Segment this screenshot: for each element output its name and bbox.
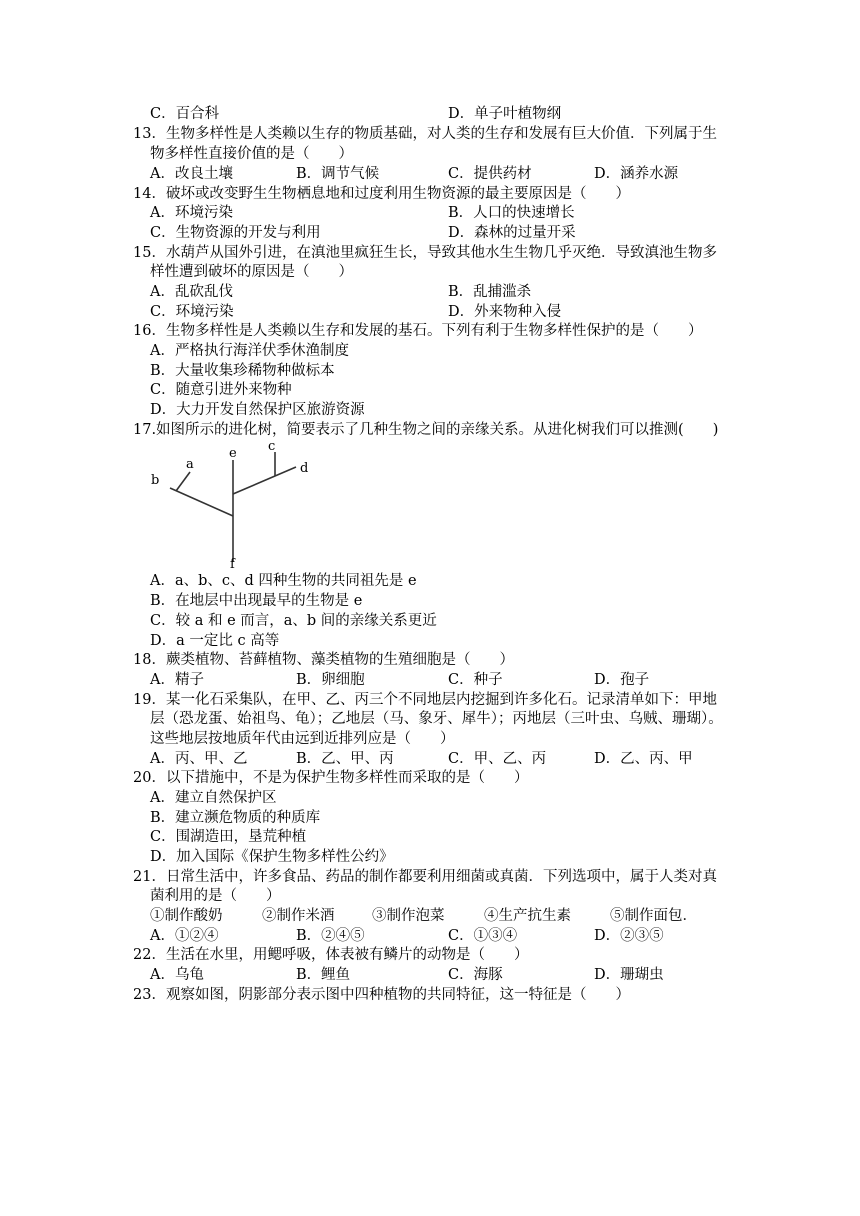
q19-stem-line2: 层（恐龙蛋、始祖鸟、龟）；乙地层（马、象牙、犀牛）；丙地层（三叶虫、乌贼、珊瑚）。 bbox=[150, 711, 723, 727]
q22-option-b: B．鲤鱼 bbox=[296, 967, 351, 983]
q15-stem-line1: 15．水葫芦从国外引进，在滇池里疯狂生长，导致其他水生生物几乎灭绝．导致滇池生物多 bbox=[133, 245, 717, 261]
q18-option-d: D．孢子 bbox=[594, 672, 650, 688]
tree-branch-right bbox=[233, 467, 296, 494]
q18-option-b: B．卵细胞 bbox=[296, 672, 365, 688]
evolution-tree-diagram bbox=[148, 440, 318, 570]
q20-stem-line1: 20．以下措施中，不是为保护生物多样性而采取的是（ ） bbox=[133, 770, 529, 786]
tree-branch-left bbox=[170, 488, 233, 516]
q16-option-b: B．大量收集珍稀物种做标本 bbox=[150, 363, 335, 379]
q17-option-c: C．较 a 和 e 而言，a、b 间的亲缘关系更近 bbox=[150, 613, 437, 629]
q16-option-c: C．随意引进外来物种 bbox=[150, 382, 292, 398]
q15-option-b: B．乱捕滥杀 bbox=[448, 284, 532, 300]
q21-item-5: ⑤制作面包． bbox=[610, 908, 697, 924]
q21-option-b: B．②④⑤ bbox=[296, 928, 365, 944]
q19-option-b: B．乙、甲、丙 bbox=[296, 751, 394, 767]
q21-item-1: ①制作酸奶 bbox=[150, 908, 223, 924]
q17-stem-line1: 17.如图所示的进化树，简要表示了几种生物之间的亲缘关系。从进化树我们可以推测( ) bbox=[133, 422, 719, 438]
q15-option-c: C．环境污染 bbox=[150, 304, 234, 320]
q14-option-a: A．环境污染 bbox=[150, 205, 233, 221]
q17-option-d: D．a 一定比 c 高等 bbox=[150, 633, 280, 649]
q16-option-a: A．严格执行海洋伏季休渔制度 bbox=[150, 343, 349, 359]
q21-stem-line1: 21．日常生活中，许多食品、药品的制作都要利用细菌或真菌．下列选项中，属于人类对真 bbox=[133, 869, 717, 885]
q19-option-d: D．乙、丙、甲 bbox=[594, 751, 693, 767]
q22-stem-line1: 22．生活在水里，用鳃呼吸，体表被有鳞片的动物是（ ） bbox=[133, 947, 529, 963]
q22-option-d: D．珊瑚虫 bbox=[594, 967, 664, 983]
tree-label-c: c bbox=[268, 440, 276, 454]
tree-label-d: d bbox=[300, 461, 309, 476]
q20-option-d: D．加入国际《保护生物多样性公约》 bbox=[150, 849, 394, 865]
q12-option-c: C．百合科 bbox=[150, 106, 220, 122]
q20-option-b: B．建立濒危物质的种质库 bbox=[150, 810, 321, 826]
q21-stem-line2: 菌利用的是（ ） bbox=[150, 888, 281, 904]
tree-label-b: b bbox=[151, 473, 160, 488]
tree-label-f: f bbox=[230, 557, 235, 570]
q22-option-a: A．乌龟 bbox=[150, 967, 204, 983]
tree-label-a: a bbox=[186, 457, 194, 472]
q21-item-3: ③制作泡菜 bbox=[372, 908, 445, 924]
q19-stem-line3: 这些地层按地质年代由远到近排列应是（ ） bbox=[150, 731, 455, 747]
q16-option-d: D．大力开发自然保护区旅游资源 bbox=[150, 402, 365, 418]
q21-item-2: ②制作米酒 bbox=[262, 908, 335, 924]
q12-option-d: D．单子叶植物纲 bbox=[448, 106, 562, 122]
q19-option-c: C．甲、乙、丙 bbox=[448, 751, 547, 767]
q15-option-d: D．外来物种入侵 bbox=[448, 304, 562, 320]
q15-stem-line2: 样性遭到破坏的原因是（ ） bbox=[150, 264, 353, 280]
q18-option-a: A．精子 bbox=[150, 672, 204, 688]
q16-stem-line1: 16．生物多样性是人类赖以生存和发展的基石。下列有利于生物多样性保护的是（ ） bbox=[133, 323, 703, 339]
q17-option-a: A．a、b、c、d 四种生物的共同祖先是 e bbox=[150, 573, 417, 589]
q13-option-c: C．提供药材 bbox=[448, 166, 532, 182]
q21-option-a: A．①②④ bbox=[150, 928, 219, 944]
q22-option-c: C．海豚 bbox=[448, 967, 503, 983]
q14-option-d: D．森林的过量开采 bbox=[448, 225, 576, 241]
q21-option-c: C．①③④ bbox=[448, 928, 518, 944]
q19-option-a: A．丙、甲、乙 bbox=[150, 751, 248, 767]
q19-stem-line1: 19．某一化石采集队，在甲、乙、丙三个不同地层内挖掘到许多化石。记录清单如下：甲地 bbox=[133, 692, 717, 708]
q13-option-a: A．改良土壤 bbox=[150, 166, 233, 182]
q13-stem-line2: 物多样性直接价值的是（ ） bbox=[150, 146, 353, 162]
q13-option-b: B．调节气候 bbox=[296, 166, 380, 182]
q21-option-d: D．②③⑤ bbox=[594, 928, 664, 944]
q20-option-a: A．建立自然保护区 bbox=[150, 790, 277, 806]
q18-stem-line1: 18．蕨类植物、苔藓植物、藻类植物的生殖细胞是（ ） bbox=[133, 652, 514, 668]
q14-option-c: C．生物资源的开发与利用 bbox=[150, 225, 321, 241]
q15-option-a: A．乱砍乱伐 bbox=[150, 284, 233, 300]
tree-label-e: e bbox=[229, 446, 237, 461]
q23-stem-line1: 23．观察如图，阴影部分表示图中四种植物的共同特征，这一特征是（ ） bbox=[133, 987, 630, 1003]
q20-option-c: C．围湖造田，垦荒种植 bbox=[150, 829, 307, 845]
q17-option-b: B．在地层中出现最早的生物是 e bbox=[150, 593, 363, 609]
q14-stem-line1: 14．破坏或改变野生生物栖息地和过度利用生物资源的最主要原因是（ ） bbox=[133, 186, 630, 202]
q13-option-d: D．涵养水源 bbox=[594, 166, 679, 182]
tree-branch-a bbox=[176, 472, 190, 491]
q18-option-c: C．种子 bbox=[448, 672, 503, 688]
q21-item-4: ④生产抗生素 bbox=[484, 908, 571, 924]
q14-option-b: B．人口的快速增长 bbox=[448, 205, 575, 221]
q13-stem-line1: 13．生物多样性是人类赖以生存的物质基础，对人类的生存和发展有巨大价值．下列属于生 bbox=[133, 126, 717, 142]
